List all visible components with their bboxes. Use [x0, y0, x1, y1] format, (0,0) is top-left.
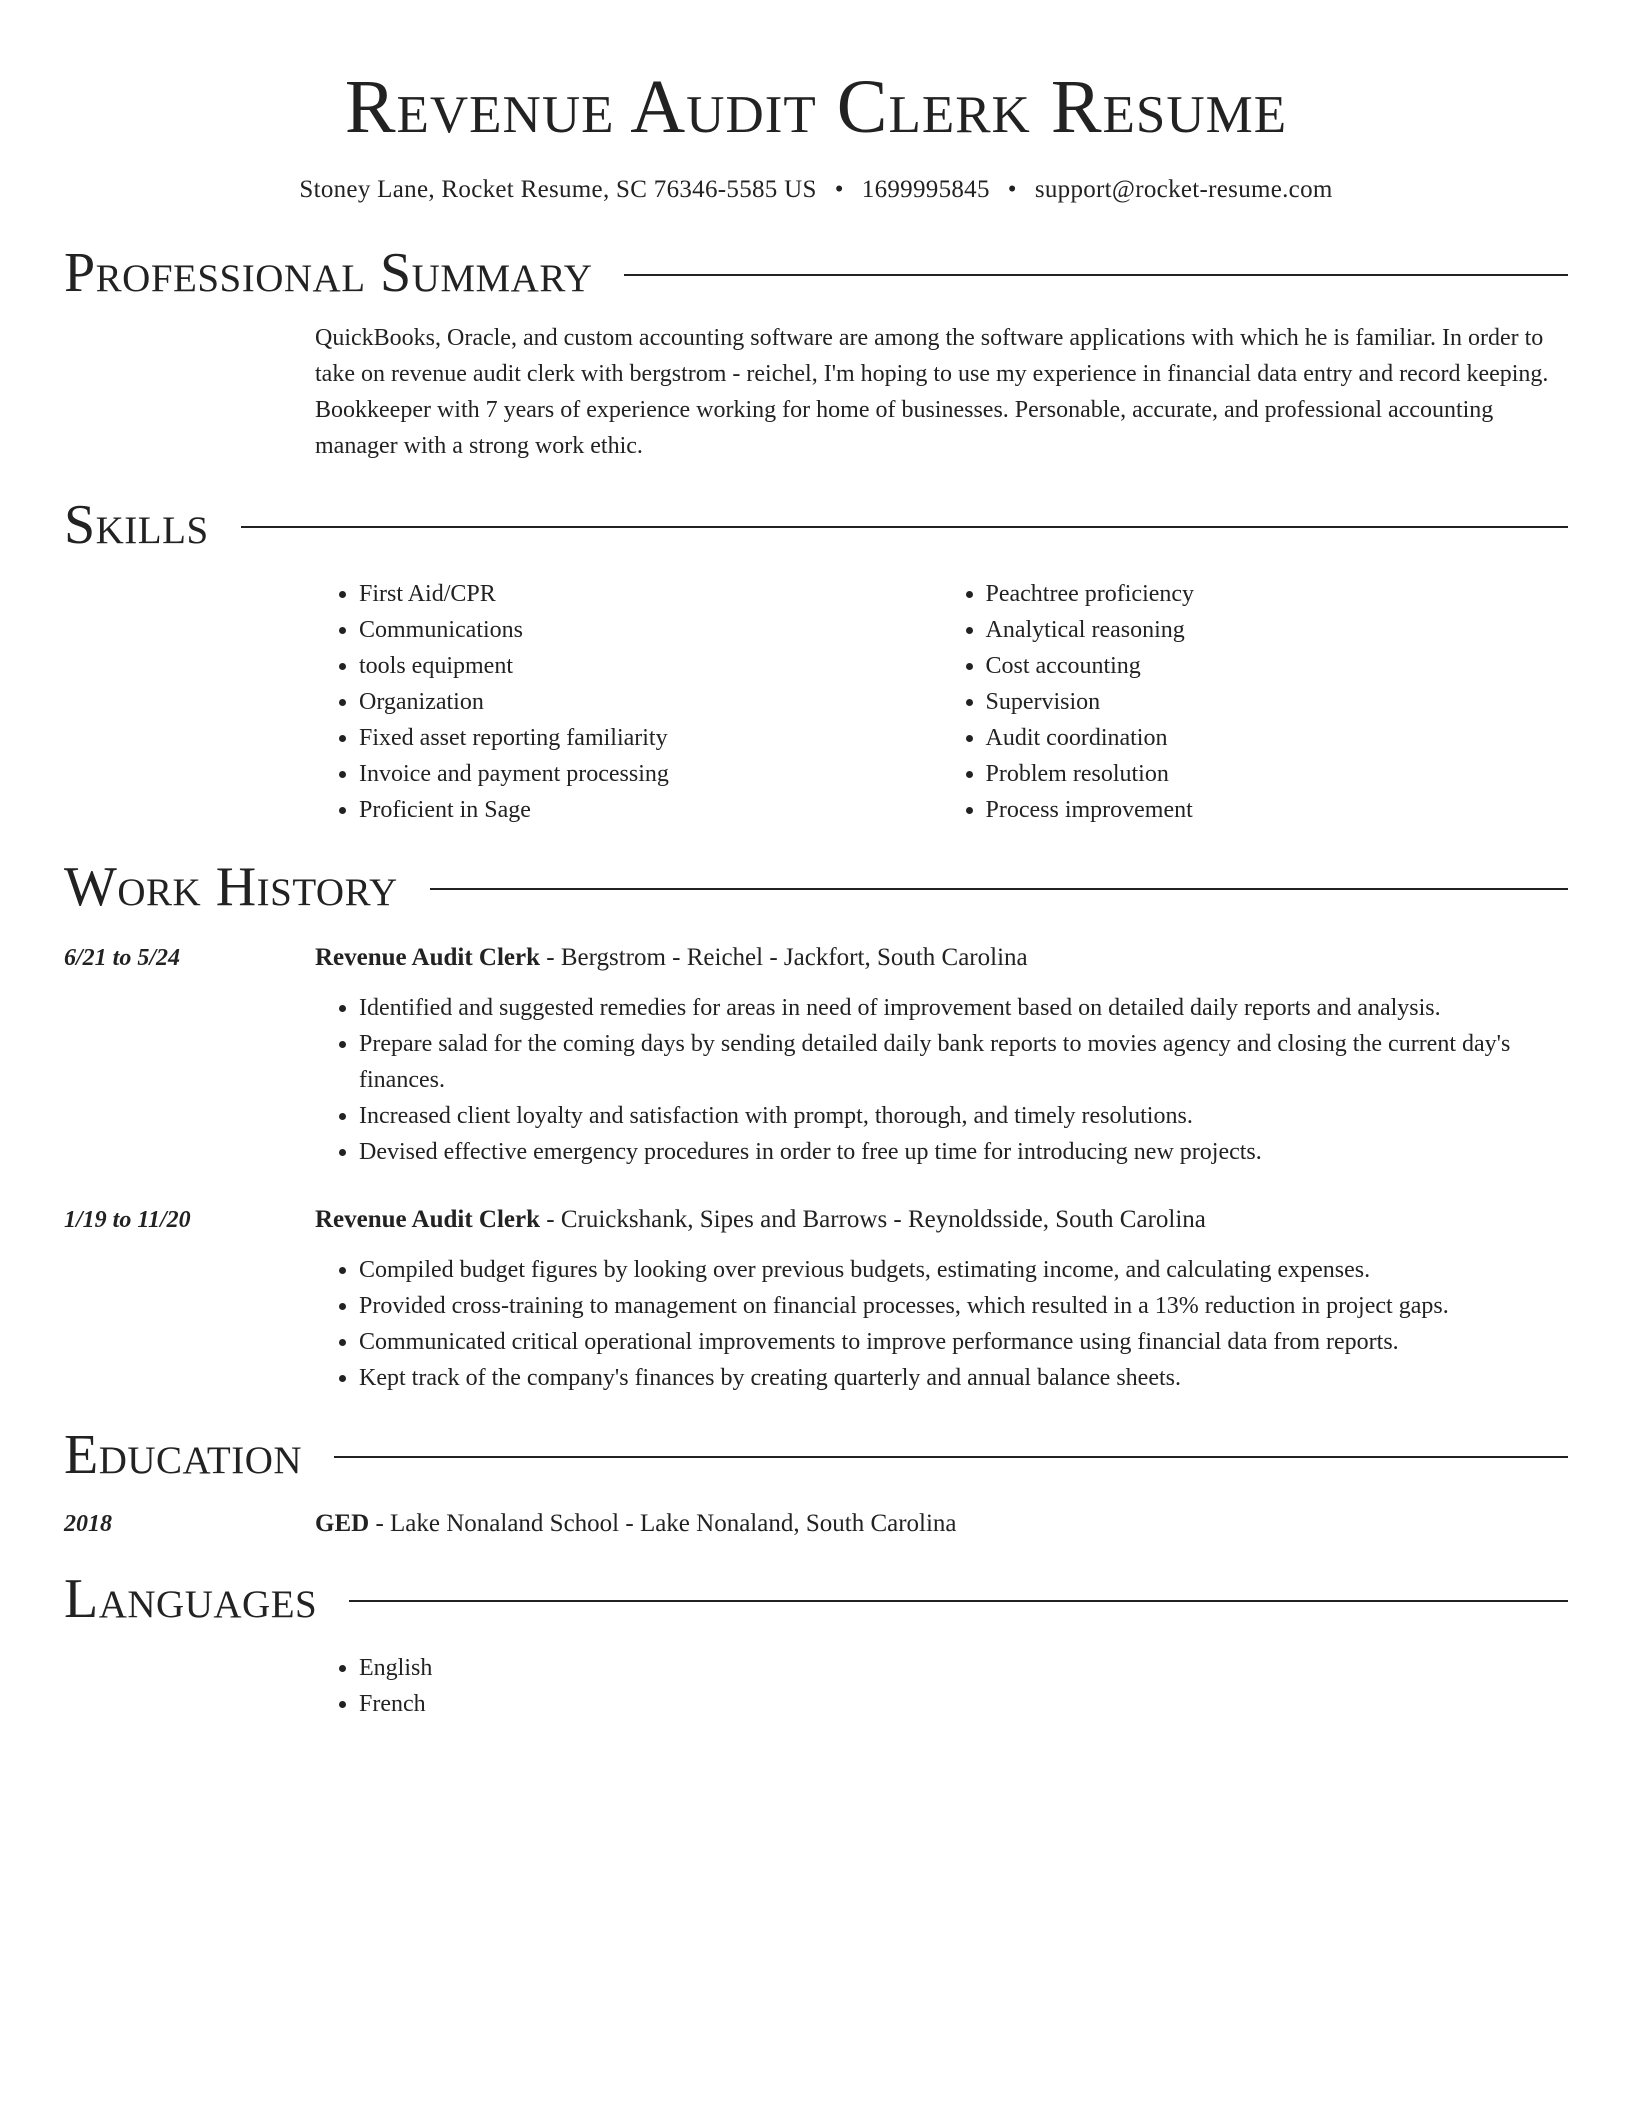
- language-item: • French: [359, 1686, 1568, 1722]
- skill-item: • tools equipment: [359, 648, 942, 684]
- job-bullets: [315, 1252, 1568, 1396]
- section-divider: [334, 1456, 1568, 1458]
- skill-item: • Invoice and payment processing: [359, 756, 942, 792]
- languages-list: [315, 1650, 1568, 1722]
- job-dates: 6/21 to 5/24: [64, 945, 181, 971]
- job-title: Revenue Audit Clerk: [315, 1206, 540, 1233]
- job-entry: [64, 940, 1568, 1170]
- job-employer: - Bergstrom - Reichel - Jackfort, South Carolina: [540, 944, 1028, 971]
- skill-item: • Communications: [359, 612, 942, 648]
- education-degree: GED: [315, 1510, 370, 1537]
- job-bullet: • Provided cross-training to management on financial processes, which resulted in a 13% reduction in project gaps.: [359, 1288, 1568, 1324]
- contact-email: support@rocket-resume.com: [1034, 176, 1333, 203]
- section-divider: [241, 526, 1568, 528]
- section-work-header: [64, 854, 1568, 920]
- section-skills-header: [64, 492, 1568, 558]
- job-body: [315, 1202, 1568, 1396]
- section-heading-skills: Skills: [64, 494, 209, 556]
- resume-title: Revenue Audit Clerk Resume: [344, 65, 1288, 149]
- skill-item: • Process improvement: [986, 792, 1569, 828]
- skill-item: • Problem resolution: [986, 756, 1569, 792]
- job-entry: [64, 1202, 1568, 1396]
- section-summary-header: [64, 240, 1568, 306]
- job-bullet: • Identified and suggested remedies for areas in need of improvement based on detailed daily reports and analysis.: [359, 990, 1568, 1026]
- skill-item: • Supervision: [986, 684, 1569, 720]
- section-divider: [624, 274, 1568, 276]
- section-languages-header: [64, 1566, 1568, 1632]
- section-education-header: [64, 1422, 1568, 1488]
- section-heading-summary: Professional Summary: [64, 242, 593, 304]
- education-entry: [64, 1506, 1568, 1542]
- job-heading: [315, 1202, 1568, 1238]
- languages-content: [315, 1650, 1568, 1722]
- education-body: [315, 1506, 1568, 1542]
- job-heading: [315, 940, 1568, 976]
- job-bullet: • Kept track of the company's finances by creating quarterly and annual balance sheets.: [359, 1360, 1568, 1396]
- job-bullet: • Increased client loyalty and satisfaction with prompt, thorough, and timely resolutions.: [359, 1098, 1568, 1134]
- skill-item: • Analytical reasoning: [986, 612, 1569, 648]
- job-body: [315, 940, 1568, 1170]
- skill-item: • Fixed asset reporting familiarity: [359, 720, 942, 756]
- skill-item: • Audit coordination: [986, 720, 1569, 756]
- section-heading-languages: Languages: [64, 1568, 318, 1630]
- job-bullet: • Devised effective emergency procedures in order to free up time for introducing new projects.: [359, 1134, 1568, 1170]
- contact-phone: 1699995845: [861, 176, 990, 203]
- job-dates: 1/19 to 11/20: [64, 1207, 191, 1233]
- job-bullet: • Prepare salad for the coming days by sending detailed daily bank reports to movies agency and closing the current day's finances.: [359, 1026, 1568, 1098]
- section-heading-education: Education: [64, 1424, 303, 1486]
- contact-separator: •: [834, 176, 844, 203]
- summary-content: [315, 320, 1568, 464]
- contact-separator: •: [1007, 176, 1017, 203]
- skills-list-right: [942, 576, 1569, 828]
- job-title: Revenue Audit Clerk: [315, 944, 540, 971]
- skill-item: • Organization: [359, 684, 942, 720]
- skills-grid: [315, 576, 1568, 828]
- skills-list-left: [315, 576, 942, 828]
- contact-line: [64, 174, 1568, 206]
- resume-page: [64, 0, 1568, 1722]
- job-employer: - Cruickshank, Sipes and Barrows - Reynoldsside, South Carolina: [540, 1206, 1206, 1233]
- language-item: • English: [359, 1650, 1568, 1686]
- contact-address: Stoney Lane, Rocket Resume, SC 76346-5585 US: [299, 176, 817, 203]
- education-school: - Lake Nonaland School - Lake Nonaland, South Carolina: [369, 1510, 957, 1537]
- skill-item: • Peachtree proficiency: [986, 576, 1569, 612]
- section-divider: [430, 888, 1568, 890]
- summary-text: QuickBooks, Oracle, and custom accounting software are among the software applications with which he is familiar. In order to take on revenue audit clerk with bergstrom - reichel, I'm hoping to use my experience in financial data entry and record keeping. Bookkeeper with 7 years of experience working for home of businesses. Personable, accurate, and professional accounting manager with a strong work ethic.: [315, 325, 1549, 459]
- job-bullet: • Compiled budget figures by looking over previous budgets, estimating income, and calculating expenses.: [359, 1252, 1568, 1288]
- skill-item: • Cost accounting: [986, 648, 1569, 684]
- education-year: 2018: [64, 1511, 112, 1537]
- skill-item: • First Aid/CPR: [359, 576, 942, 612]
- section-divider: [349, 1600, 1568, 1602]
- job-bullet: • Communicated critical operational improvements to improve performance using financial data from reports.: [359, 1324, 1568, 1360]
- section-heading-work: Work History: [64, 856, 398, 918]
- job-bullets: [315, 990, 1568, 1170]
- skill-item: • Proficient in Sage: [359, 792, 942, 828]
- education-heading: [315, 1506, 1568, 1542]
